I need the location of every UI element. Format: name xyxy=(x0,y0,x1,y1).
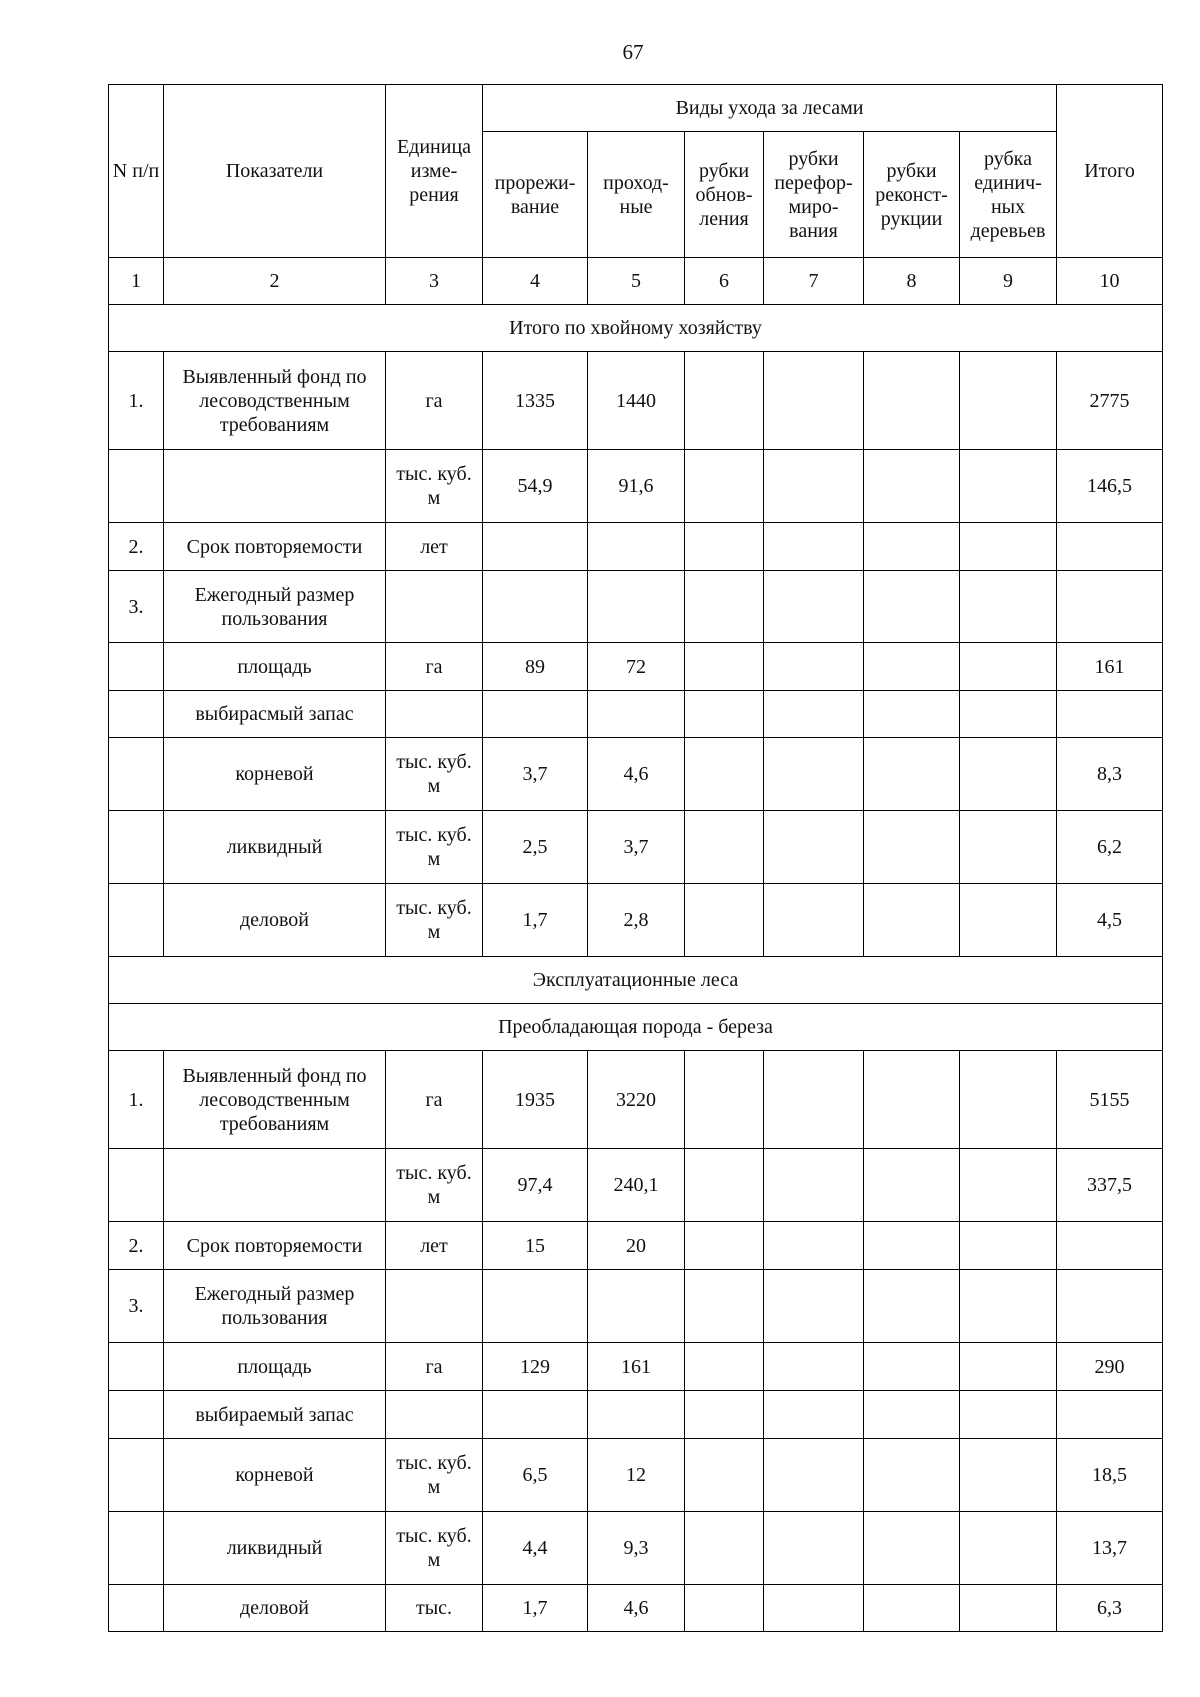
table-cell xyxy=(386,1391,483,1439)
table-cell: тыс. куб. м xyxy=(386,1149,483,1222)
table-cell: тыс. куб. м xyxy=(386,811,483,884)
section-title: Преобладающая порода - береза xyxy=(109,1004,1163,1051)
col-number: 4 xyxy=(483,258,588,305)
table-cell xyxy=(960,1585,1057,1632)
table-row xyxy=(109,884,1163,957)
table-cell xyxy=(109,643,164,691)
table-cell: 8,3 xyxy=(1057,738,1163,811)
table-cell xyxy=(109,1512,164,1585)
table-cell: 2,8 xyxy=(588,884,685,957)
table-cell xyxy=(960,450,1057,523)
table-cell: 3. xyxy=(109,1270,164,1343)
table-cell xyxy=(960,643,1057,691)
table-cell xyxy=(960,738,1057,811)
table-row xyxy=(109,352,1163,450)
table-cell: тыс. куб. м xyxy=(386,1512,483,1585)
table-cell: 9,3 xyxy=(588,1512,685,1585)
table-cell xyxy=(864,1439,960,1512)
table-row xyxy=(109,1051,1163,1149)
table-cell: га xyxy=(386,352,483,450)
table-body xyxy=(109,305,1163,1632)
table-cell xyxy=(1057,691,1163,738)
section-header-row xyxy=(109,1004,1163,1051)
table-cell: Ежегодный размер пользования xyxy=(164,1270,386,1343)
table-cell: выбирасмый запас xyxy=(164,691,386,738)
table-cell xyxy=(864,1585,960,1632)
col-number: 2 xyxy=(164,258,386,305)
table-cell: тыс. куб. м xyxy=(386,884,483,957)
header-indicator: Показатели xyxy=(164,85,386,258)
forest-care-table xyxy=(108,84,1163,1632)
col-number: 1 xyxy=(109,258,164,305)
table-cell: 1,7 xyxy=(483,884,588,957)
table-cell xyxy=(960,884,1057,957)
table-cell xyxy=(685,1391,764,1439)
table-cell xyxy=(1057,1222,1163,1270)
table-cell xyxy=(109,1439,164,1512)
table-cell xyxy=(764,1585,864,1632)
table-cell xyxy=(864,1343,960,1391)
header-type-single-trees: рубка единич-ных деревьев xyxy=(960,132,1057,258)
table-cell: 13,7 xyxy=(1057,1512,1163,1585)
table-cell xyxy=(764,523,864,571)
table-cell xyxy=(109,1585,164,1632)
table-cell: 2. xyxy=(109,1222,164,1270)
table-cell xyxy=(960,1512,1057,1585)
table-cell xyxy=(109,1149,164,1222)
table-row xyxy=(109,691,1163,738)
table-row xyxy=(109,1149,1163,1222)
table-row xyxy=(109,811,1163,884)
table-row xyxy=(109,523,1163,571)
header-type-reformation: рубки перефор-миро-вания xyxy=(764,132,864,258)
table-cell: Выявленный фонд по лесоводственным требованиям xyxy=(164,352,386,450)
table-cell xyxy=(1057,1270,1163,1343)
table-cell xyxy=(864,884,960,957)
table-cell xyxy=(864,1051,960,1149)
section-header-row xyxy=(109,305,1163,352)
table-cell xyxy=(764,691,864,738)
table-cell: 12 xyxy=(588,1439,685,1512)
table-cell xyxy=(164,450,386,523)
table-cell: 1335 xyxy=(483,352,588,450)
col-number: 7 xyxy=(764,258,864,305)
table-cell xyxy=(685,450,764,523)
table-cell: 18,5 xyxy=(1057,1439,1163,1512)
table-cell: ликвидный xyxy=(164,1512,386,1585)
table-cell xyxy=(764,352,864,450)
col-number: 8 xyxy=(864,258,960,305)
table-cell xyxy=(483,691,588,738)
table-header xyxy=(109,85,1163,305)
table-cell: 2,5 xyxy=(483,811,588,884)
table-cell xyxy=(588,523,685,571)
table-cell xyxy=(764,811,864,884)
table-cell: 6,2 xyxy=(1057,811,1163,884)
table-row xyxy=(109,1512,1163,1585)
table-cell: тыс. куб. м xyxy=(386,1439,483,1512)
table-cell xyxy=(864,738,960,811)
table-cell: 89 xyxy=(483,643,588,691)
table-cell xyxy=(764,1270,864,1343)
table-cell xyxy=(685,1439,764,1512)
table-cell: 20 xyxy=(588,1222,685,1270)
header-num: N п/п xyxy=(109,85,164,258)
table-cell xyxy=(960,1439,1057,1512)
table-cell xyxy=(764,1439,864,1512)
page-number: 67 xyxy=(622,40,644,64)
table-cell: корневой xyxy=(164,1439,386,1512)
table-cell xyxy=(764,1512,864,1585)
header-type-thinning: прорежи-вание xyxy=(483,132,588,258)
table-cell xyxy=(1057,1391,1163,1439)
col-number: 5 xyxy=(588,258,685,305)
table-cell xyxy=(1057,571,1163,643)
table-cell xyxy=(764,738,864,811)
table-cell xyxy=(685,1585,764,1632)
header-type-passage: проход-ные xyxy=(588,132,685,258)
table-cell: корневой xyxy=(164,738,386,811)
table-cell xyxy=(960,523,1057,571)
table-cell xyxy=(685,811,764,884)
column-numbers-row xyxy=(109,258,1163,305)
table-cell xyxy=(764,1343,864,1391)
table-cell: 6,3 xyxy=(1057,1585,1163,1632)
table-cell: 91,6 xyxy=(588,450,685,523)
table-cell xyxy=(864,691,960,738)
table-cell xyxy=(960,1391,1057,1439)
section-title: Эксплуатационные леса xyxy=(109,957,1163,1004)
table-cell xyxy=(109,884,164,957)
section-header-row xyxy=(109,957,1163,1004)
table-cell xyxy=(588,1391,685,1439)
table-cell xyxy=(960,1149,1057,1222)
table-cell: тыс. куб. м xyxy=(386,450,483,523)
table-cell xyxy=(960,691,1057,738)
table-cell xyxy=(864,1391,960,1439)
table-cell xyxy=(685,352,764,450)
table-cell: 240,1 xyxy=(588,1149,685,1222)
table-cell xyxy=(864,1512,960,1585)
table-cell: 3. xyxy=(109,571,164,643)
table-row xyxy=(109,450,1163,523)
col-number: 10 xyxy=(1057,258,1163,305)
table-cell xyxy=(109,811,164,884)
table-row xyxy=(109,738,1163,811)
table-cell xyxy=(685,1512,764,1585)
table-row xyxy=(109,1222,1163,1270)
table-cell: 161 xyxy=(588,1343,685,1391)
table-cell: Ежегодный размер пользования xyxy=(164,571,386,643)
table-cell: 72 xyxy=(588,643,685,691)
table-cell: 1. xyxy=(109,1051,164,1149)
table-cell xyxy=(483,523,588,571)
table-cell xyxy=(588,571,685,643)
table-cell: 337,5 xyxy=(1057,1149,1163,1222)
table-cell xyxy=(483,1270,588,1343)
table-cell xyxy=(960,1222,1057,1270)
table-cell xyxy=(685,691,764,738)
table-cell xyxy=(960,571,1057,643)
section-title: Итого по хвойному хозяйству xyxy=(109,305,1163,352)
table-cell xyxy=(386,691,483,738)
table-cell xyxy=(109,738,164,811)
table-cell xyxy=(109,450,164,523)
table-cell xyxy=(764,643,864,691)
table-cell xyxy=(864,450,960,523)
table-cell xyxy=(685,1222,764,1270)
table-cell xyxy=(864,1222,960,1270)
table-cell xyxy=(109,1391,164,1439)
table-cell xyxy=(764,1391,864,1439)
table-cell xyxy=(685,738,764,811)
table-cell xyxy=(960,1270,1057,1343)
table-cell: 97,4 xyxy=(483,1149,588,1222)
table-cell: га xyxy=(386,1343,483,1391)
table-cell: 3,7 xyxy=(483,738,588,811)
table-cell: 4,4 xyxy=(483,1512,588,1585)
table-row xyxy=(109,571,1163,643)
table-row xyxy=(109,1270,1163,1343)
table-cell xyxy=(960,811,1057,884)
table-cell: тыс. куб. м xyxy=(386,738,483,811)
table-row xyxy=(109,1391,1163,1439)
table-cell xyxy=(764,1149,864,1222)
table-cell xyxy=(483,571,588,643)
table-cell: га xyxy=(386,643,483,691)
header-care-types-group: Виды ухода за лесами xyxy=(483,85,1057,132)
table-cell: тыс. xyxy=(386,1585,483,1632)
table-cell xyxy=(685,1343,764,1391)
table-cell: Срок повторяемости xyxy=(164,523,386,571)
table-cell xyxy=(685,884,764,957)
table-cell xyxy=(386,571,483,643)
table-cell: 2775 xyxy=(1057,352,1163,450)
table-cell xyxy=(764,1051,864,1149)
header-type-reconstruction: рубки реконст-рукции xyxy=(864,132,960,258)
table-cell xyxy=(864,523,960,571)
header-unit: Единица изме-рения xyxy=(386,85,483,258)
table-cell xyxy=(960,1343,1057,1391)
table-cell: 4,5 xyxy=(1057,884,1163,957)
table-cell: 15 xyxy=(483,1222,588,1270)
table-cell xyxy=(1057,523,1163,571)
table-cell xyxy=(685,643,764,691)
table-cell: Выявленный фонд по лесоводственным требованиям xyxy=(164,1051,386,1149)
table-cell: 4,6 xyxy=(588,1585,685,1632)
table-cell xyxy=(164,1149,386,1222)
table-cell xyxy=(685,523,764,571)
table-cell: площадь xyxy=(164,1343,386,1391)
table-cell xyxy=(864,571,960,643)
table-cell xyxy=(960,1051,1057,1149)
table-cell: 1440 xyxy=(588,352,685,450)
table-cell: га xyxy=(386,1051,483,1149)
table-cell: 3220 xyxy=(588,1051,685,1149)
table-cell: 1. xyxy=(109,352,164,450)
table-cell: 161 xyxy=(1057,643,1163,691)
table-cell xyxy=(960,352,1057,450)
table-cell xyxy=(685,1149,764,1222)
table-cell: 5155 xyxy=(1057,1051,1163,1149)
table-row xyxy=(109,643,1163,691)
table-cell: площадь xyxy=(164,643,386,691)
table-row xyxy=(109,1585,1163,1632)
table-row xyxy=(109,1343,1163,1391)
table-cell: деловой xyxy=(164,1585,386,1632)
col-number: 6 xyxy=(685,258,764,305)
table-cell: 54,9 xyxy=(483,450,588,523)
table-cell: лет xyxy=(386,1222,483,1270)
header-total: Итого xyxy=(1057,85,1163,258)
table-cell xyxy=(588,1270,685,1343)
table-cell: 3,7 xyxy=(588,811,685,884)
table-cell xyxy=(864,1270,960,1343)
table-cell xyxy=(685,1051,764,1149)
table-cell xyxy=(764,1222,864,1270)
table-cell: 4,6 xyxy=(588,738,685,811)
table-row xyxy=(109,1439,1163,1512)
table-cell: 1,7 xyxy=(483,1585,588,1632)
table-cell xyxy=(864,1149,960,1222)
table-cell: лет xyxy=(386,523,483,571)
table-cell xyxy=(685,571,764,643)
table-cell xyxy=(685,1270,764,1343)
header-type-renewal: рубки обнов-ления xyxy=(685,132,764,258)
table-cell: 129 xyxy=(483,1343,588,1391)
table-cell: 146,5 xyxy=(1057,450,1163,523)
table-cell: 2. xyxy=(109,523,164,571)
table-cell: 290 xyxy=(1057,1343,1163,1391)
table-cell xyxy=(764,884,864,957)
col-number: 3 xyxy=(386,258,483,305)
table-cell xyxy=(386,1270,483,1343)
table-cell xyxy=(483,1391,588,1439)
table-cell xyxy=(764,450,864,523)
table-cell: выбираемый запас xyxy=(164,1391,386,1439)
table-cell: ликвидный xyxy=(164,811,386,884)
col-number: 9 xyxy=(960,258,1057,305)
table-cell: 6,5 xyxy=(483,1439,588,1512)
table-cell xyxy=(864,352,960,450)
table-cell xyxy=(109,691,164,738)
table-cell xyxy=(588,691,685,738)
table-cell xyxy=(764,571,864,643)
table-cell xyxy=(864,643,960,691)
table-cell xyxy=(109,1343,164,1391)
table-cell: 1935 xyxy=(483,1051,588,1149)
table-cell: Срок повторяемости xyxy=(164,1222,386,1270)
table-cell: деловой xyxy=(164,884,386,957)
table-cell xyxy=(864,811,960,884)
